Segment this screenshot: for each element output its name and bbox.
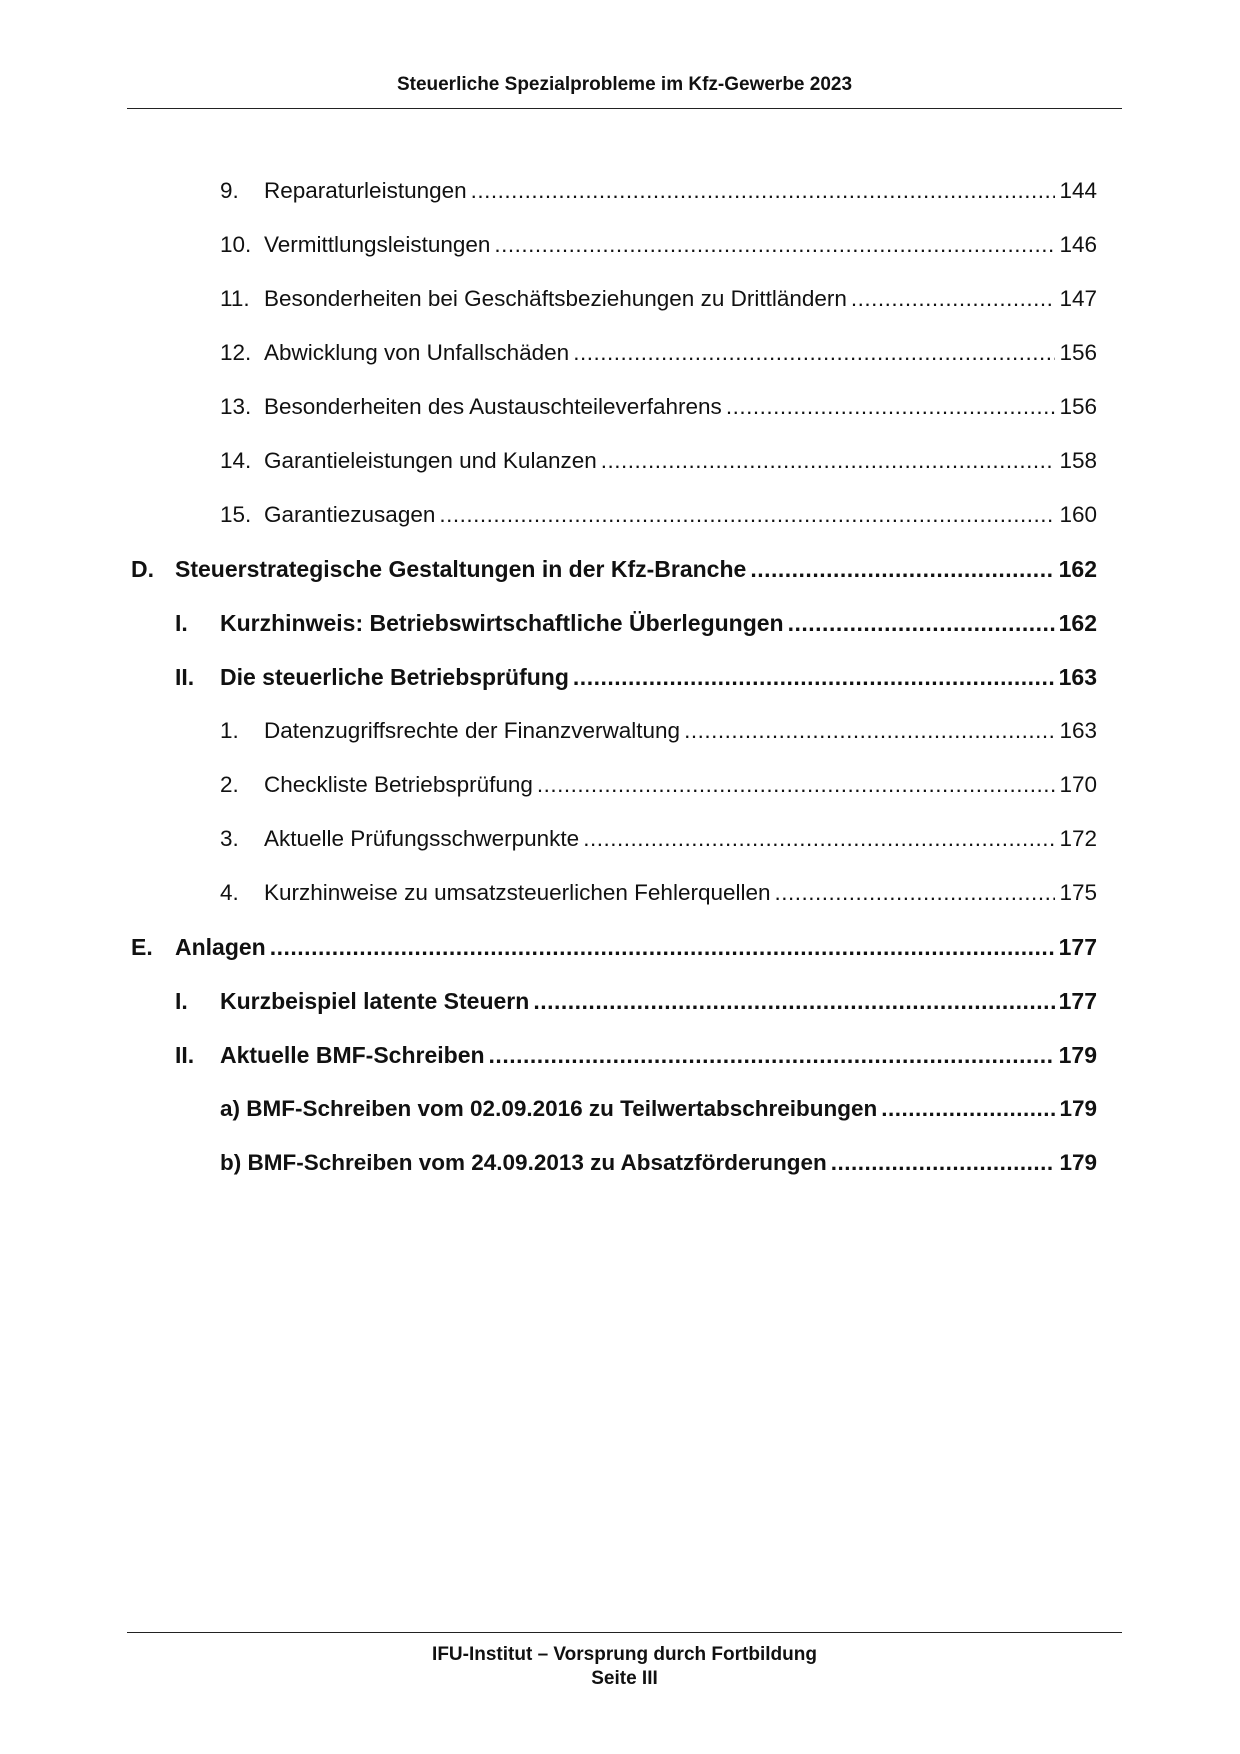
page-footer bbox=[127, 1632, 1122, 1691]
toc-entry-number: 14. bbox=[220, 448, 252, 473]
toc-dot-leader bbox=[573, 664, 1055, 691]
footer-institute: IFU-Institut – Vorsprung durch Fortbildung bbox=[432, 1644, 817, 1665]
toc-entry-title: Kurzbeispiel latente Steuern bbox=[220, 988, 530, 1014]
footer-page-number: Seite III bbox=[591, 1668, 658, 1689]
toc-entry-title: Reparaturleistungen bbox=[264, 178, 467, 203]
toc-entry-title: Die steuerliche Betriebsprüfung bbox=[220, 664, 569, 690]
toc-entry-page: 162 bbox=[1058, 610, 1097, 636]
toc-entry-number: 13. bbox=[220, 394, 252, 419]
toc-entry bbox=[175, 1042, 1097, 1074]
toc-entry bbox=[175, 610, 1097, 642]
toc-entry bbox=[220, 502, 1097, 534]
toc-entry-number: E. bbox=[131, 934, 153, 960]
toc-entry-title: Besonderheiten bei Geschäftsbeziehungen zu Drittländern bbox=[264, 286, 847, 311]
toc-dot-leader bbox=[537, 772, 1056, 798]
toc-dot-leader bbox=[750, 556, 1054, 583]
toc-entry-page: 177 bbox=[1058, 934, 1097, 960]
toc-entry-title: Aktuelle BMF-Schreiben bbox=[220, 1042, 485, 1068]
toc-entry bbox=[175, 988, 1097, 1020]
toc-entry-page: 156 bbox=[1059, 340, 1097, 365]
toc-entry-title: Besonderheiten des Austauschteileverfahrens bbox=[264, 394, 722, 419]
toc-entry bbox=[220, 772, 1097, 804]
toc-entry-title: Garantiezusagen bbox=[264, 502, 436, 527]
toc-dot-leader bbox=[489, 1042, 1055, 1069]
toc-entry bbox=[131, 556, 1097, 588]
toc-entry-page: 177 bbox=[1058, 988, 1097, 1014]
toc-entry bbox=[175, 664, 1097, 696]
toc-dot-leader bbox=[726, 394, 1056, 420]
toc-entry-page: 163 bbox=[1058, 664, 1097, 690]
toc-entry bbox=[220, 340, 1097, 372]
toc-entry-number: 9. bbox=[220, 178, 239, 203]
toc-entry-title: Anlagen bbox=[175, 934, 266, 960]
toc-entry-title: Kurzhinweise zu umsatzsteuerlichen Fehlerquellen bbox=[264, 880, 771, 905]
toc-dot-leader bbox=[439, 502, 1055, 528]
toc-dot-leader bbox=[533, 988, 1054, 1015]
toc-entry-title: Vermittlungsleistungen bbox=[264, 232, 491, 257]
toc-entry-title: a) BMF-Schreiben vom 02.09.2016 zu Teilwertabschreibungen bbox=[220, 1096, 878, 1121]
toc-entry-number: 10. bbox=[220, 232, 252, 257]
toc-entry-title: Aktuelle Prüfungsschwerpunkte bbox=[264, 826, 580, 851]
toc-dot-leader bbox=[573, 340, 1055, 366]
toc-dot-leader bbox=[881, 1096, 1055, 1122]
toc-entry-title: b) BMF-Schreiben vom 24.09.2013 zu Absatzförderungen bbox=[220, 1150, 827, 1175]
toc-entry-number: 1. bbox=[220, 718, 239, 743]
toc-entry-number: II. bbox=[175, 664, 195, 690]
toc-dot-leader bbox=[851, 286, 1056, 312]
toc-entry-page: 179 bbox=[1058, 1042, 1097, 1068]
document-title: Steuerliche Spezialprobleme im Kfz-Gewerbe 2023 bbox=[396, 74, 853, 95]
toc-entry-number: I. bbox=[175, 988, 188, 1014]
toc-dot-leader bbox=[788, 610, 1055, 637]
toc-entry-page: 179 bbox=[1059, 1150, 1097, 1175]
toc-entry bbox=[220, 232, 1097, 264]
toc-dot-leader bbox=[494, 232, 1055, 258]
toc-dot-leader bbox=[583, 826, 1055, 852]
toc-dot-leader bbox=[831, 1150, 1056, 1176]
toc-entry-title: Abwicklung von Unfallschäden bbox=[264, 340, 570, 365]
toc-entry-page: 170 bbox=[1059, 772, 1097, 797]
toc-entry-page: 147 bbox=[1059, 286, 1097, 311]
toc-entry-number: 2. bbox=[220, 772, 239, 797]
toc-entry-number: 4. bbox=[220, 880, 239, 905]
toc-entry-number: 3. bbox=[220, 826, 239, 851]
toc-entry-number: I. bbox=[175, 610, 188, 636]
toc-dot-leader bbox=[270, 934, 1055, 961]
toc-entry-page: 158 bbox=[1059, 448, 1097, 473]
toc-entry-title: Garantieleistungen und Kulanzen bbox=[264, 448, 597, 473]
toc-entry bbox=[220, 394, 1097, 426]
toc-dot-leader bbox=[471, 178, 1056, 204]
toc-entry-number: 12. bbox=[220, 340, 252, 365]
toc-entry-page: 160 bbox=[1059, 502, 1097, 527]
toc-entry bbox=[220, 178, 1097, 210]
page-header bbox=[127, 0, 1122, 109]
toc-entry bbox=[220, 286, 1097, 318]
toc-entry-number: II. bbox=[175, 1042, 195, 1068]
toc-entry-title: Checkliste Betriebsprüfung bbox=[264, 772, 533, 797]
toc-entry-page: 175 bbox=[1059, 880, 1097, 905]
toc-entry-title: Steuerstrategische Gestaltungen in der Kfz-Branche bbox=[175, 556, 747, 582]
toc-entry bbox=[220, 1150, 1097, 1182]
toc-entry-page: 144 bbox=[1059, 178, 1097, 203]
toc-entry bbox=[220, 718, 1097, 750]
toc-dot-leader bbox=[775, 880, 1056, 906]
toc-entry bbox=[220, 1096, 1097, 1128]
toc-entry bbox=[220, 826, 1097, 858]
toc-entry bbox=[220, 448, 1097, 480]
toc-entry-page: 179 bbox=[1059, 1096, 1097, 1121]
toc-entry-number: 11. bbox=[220, 286, 250, 311]
toc-entry bbox=[220, 880, 1097, 912]
toc-entry-number: D. bbox=[131, 556, 154, 582]
toc-entry-page: 162 bbox=[1058, 556, 1097, 582]
toc-entry-number: 15. bbox=[220, 502, 252, 527]
toc-dot-leader bbox=[684, 718, 1055, 744]
toc-entry-page: 156 bbox=[1059, 394, 1097, 419]
toc-dot-leader bbox=[601, 448, 1056, 474]
toc-entry-page: 172 bbox=[1059, 826, 1097, 851]
toc-entry-title: Kurzhinweis: Betriebswirtschaftliche Überlegungen bbox=[220, 610, 784, 636]
toc-entry-page: 163 bbox=[1059, 718, 1097, 743]
toc-entry bbox=[131, 934, 1097, 966]
toc-entry-title: Datenzugriffsrechte der Finanzverwaltung bbox=[264, 718, 681, 743]
toc-entry-page: 146 bbox=[1059, 232, 1097, 257]
